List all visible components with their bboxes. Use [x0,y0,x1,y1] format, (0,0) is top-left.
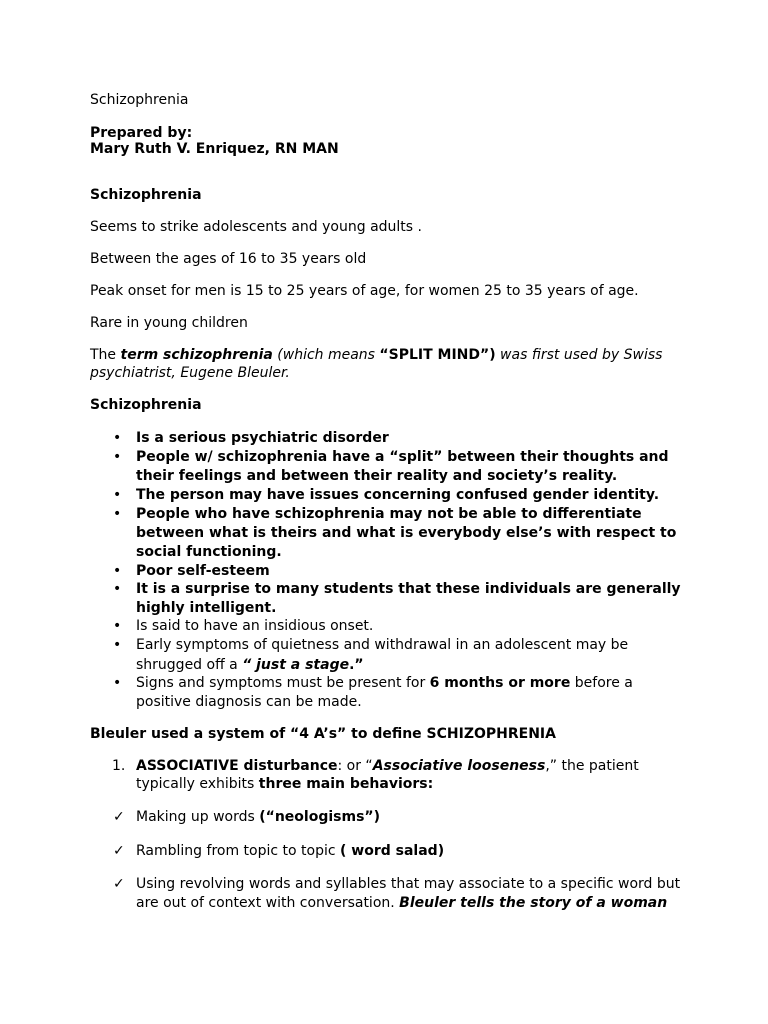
text-run: Signs and symptoms must be present for [136,675,430,691]
bullet-text: Poor self-esteem [136,563,270,579]
paragraph: Seems to strike adolescents and young adults . [90,219,422,235]
text-run-emphasis: “ just a stage [242,657,350,673]
bullet-text: People who have schizophrenia may not be able to differentiate [136,506,642,522]
bullet-text: Is a serious psychiatric disorder [136,430,389,446]
bullet-marker: • [113,563,122,579]
text-run: Making up words [136,809,260,825]
bullet-text [136,674,633,693]
numbered-item-text [136,757,639,776]
text-run-emphasis: term schizophrenia [120,347,273,363]
text-run-emphasis: 6 months or more [429,675,571,691]
bullet-marker: • [113,430,122,446]
bullet-marker: • [113,675,122,691]
text-run: typically exhibits [136,776,259,792]
text-run-emphasis: three main behaviors: [258,776,434,792]
paragraph-definition-cont: psychiatrist, Eugene Bleuler. [90,365,290,381]
bullet-text-cont: highly intelligent. [136,600,277,616]
bullet-marker: • [113,581,122,597]
doc-title: Schizophrenia [90,92,189,108]
text-run: ,” the patient [545,758,639,774]
check-icon: ✓ [113,876,125,892]
paragraph-definition [90,346,662,365]
numbered-item-text-cont [136,775,433,794]
list-number: 1. [112,758,126,774]
check-item-text [136,842,444,861]
bullet-marker: • [113,487,122,503]
bullet-marker: • [113,506,122,522]
check-icon: ✓ [113,843,125,859]
bullet-text-cont: their feelings and between their reality and society’s reality. [136,468,618,484]
bullet-text: It is a surprise to many students that these individuals are generally [136,581,681,597]
bleuler-heading: Bleuler used a system of “4 A’s” to define SCHIZOPHRENIA [90,726,556,742]
text-run: are out of context with conversation. [136,895,400,911]
check-item-text: Using revolving words and syllables that may associate to a specific word but [136,876,681,892]
text-run: shrugged off a [136,657,243,673]
text-run: before a [570,675,633,691]
bullet-text: People w/ schizophrenia have a “split” between their thoughts and [136,449,669,465]
paragraph: Between the ages of 16 to 35 years old [90,251,367,267]
text-run-emphasis: “SPLIT MIND”) [379,347,496,363]
paragraph: Rare in young children [90,315,248,331]
bullet-marker: • [113,618,122,634]
bullet-marker: • [113,637,122,653]
text-run: The [90,347,121,363]
bullet-marker: • [113,449,122,465]
text-run: Rambling from topic to topic [136,843,341,859]
bullet-text: Early symptoms of quietness and withdrawal in an adolescent may be [136,637,629,653]
text-run-emphasis: ASSOCIATIVE disturbance [136,758,338,774]
prepared-by-label: Prepared by: [90,125,193,141]
section-title: Schizophrenia [90,397,202,413]
bullet-text-cont [136,656,364,675]
check-item-text-cont [136,894,667,913]
check-icon: ✓ [113,809,125,825]
text-run-emphasis: (“neologisms”) [259,809,381,825]
paragraph: Peak onset for men is 15 to 25 years of age, for women 25 to 35 years of age. [90,283,639,299]
section-title: Schizophrenia [90,187,202,203]
bullet-text-cont: between what is theirs and what is everybody else’s with respect to [136,525,677,541]
text-run: : or “ [337,758,373,774]
bullet-text: The person may have issues concerning confused gender identity. [136,487,660,503]
text-run: was first used by Swiss [495,347,663,363]
text-run: (which means [272,347,380,363]
bullet-text-cont: social functioning. [136,544,282,560]
text-run-emphasis: Associative looseness [372,758,546,774]
author-name: Mary Ruth V. Enriquez, RN MAN [90,141,339,157]
check-item-text [136,808,380,827]
bullet-text: Is said to have an insidious onset. [136,618,374,634]
text-run-emphasis: ( word salad) [340,843,445,859]
text-run-emphasis: .” [349,657,364,673]
bullet-text-cont: positive diagnosis can be made. [136,694,362,710]
text-run-emphasis: Bleuler tells the story of a woman [399,895,668,911]
